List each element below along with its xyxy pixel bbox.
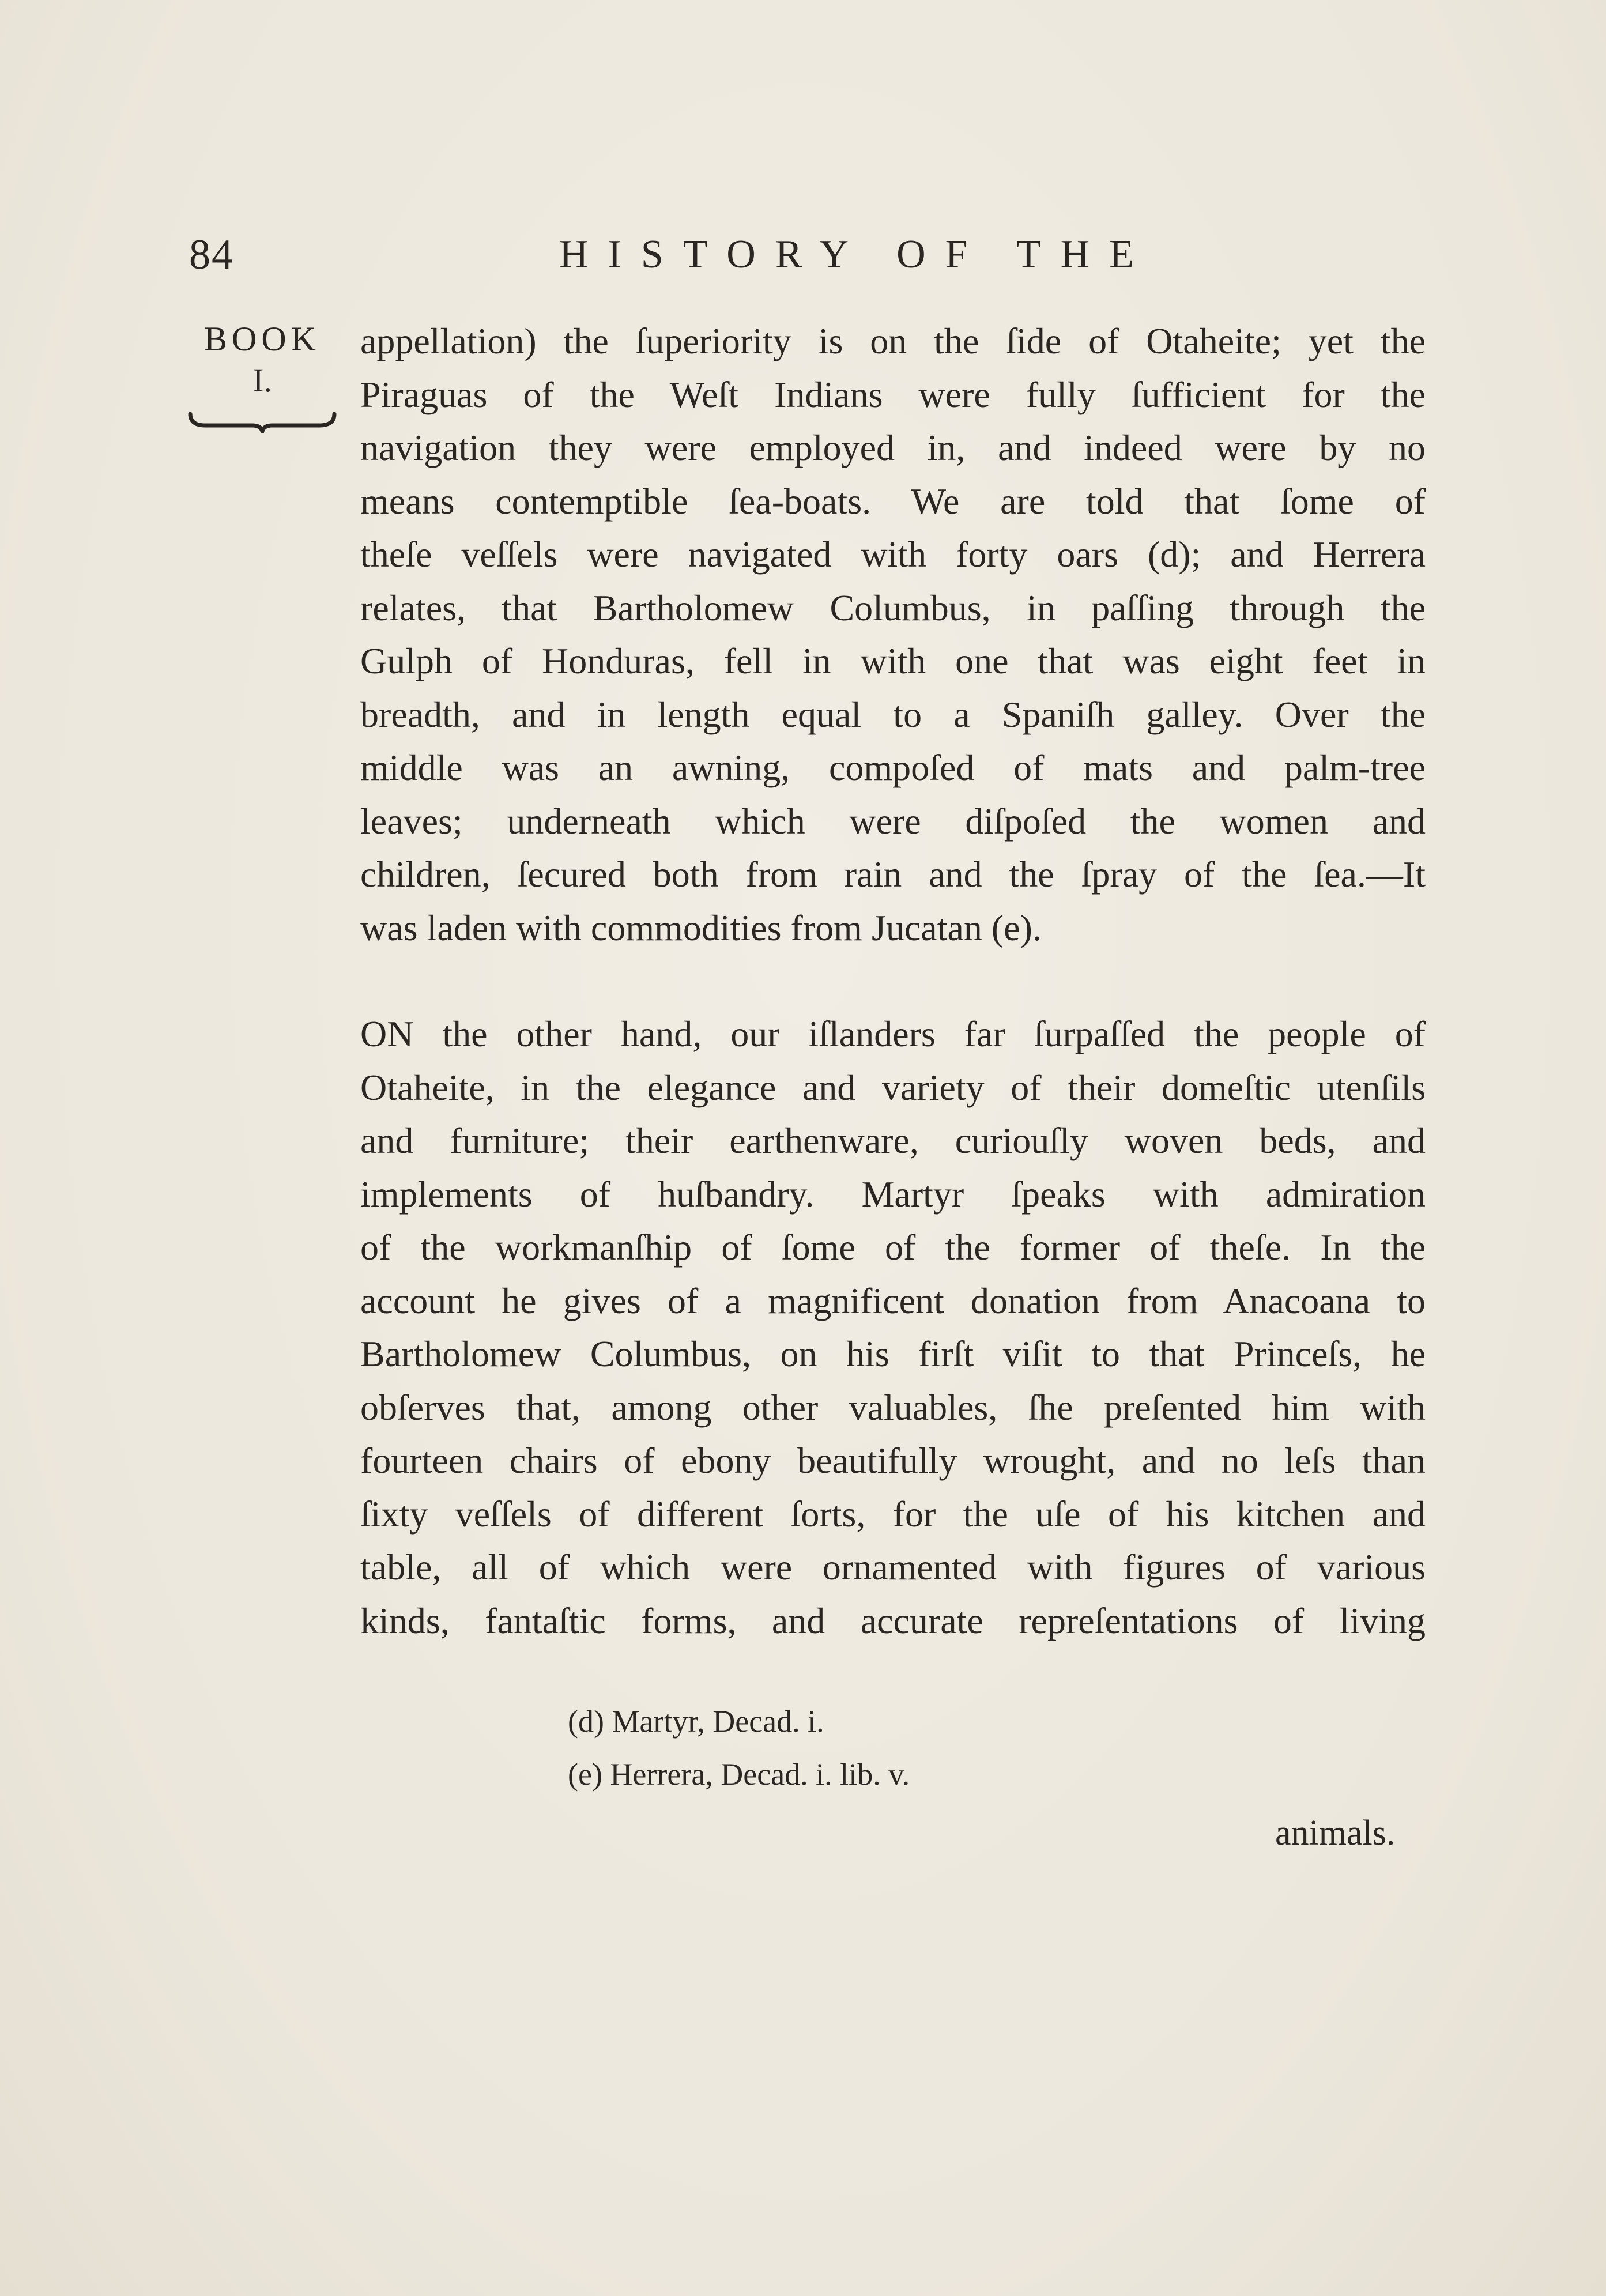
brace-ornament: [188, 410, 337, 433]
text-line: Gulph of Honduras, fell in with one that was eight feet in: [360, 640, 1426, 681]
book-number: I.: [252, 361, 272, 399]
text-line: fourteen chairs of ebony beautifully wrought, and no leſs than: [360, 1440, 1426, 1481]
running-head: HISTORY OF THE: [559, 232, 1153, 277]
text-line: Piraguas of the Weſt Indians were fully ſufficient for the: [360, 374, 1426, 415]
body-text: [360, 315, 1426, 1647]
text-line: theſe veſſels were navigated with forty oars (d); and Herrera: [360, 534, 1426, 575]
text-line: means contemptible ſea-boats. We are told that ſome of: [360, 480, 1426, 522]
footnote-e: (e) Herrera, Decad. i. lib. v.: [568, 1757, 910, 1792]
paragraph-1: [360, 315, 1426, 955]
page-number: 84: [189, 231, 234, 278]
margin-book-label: [190, 316, 334, 399]
book-label: BOOK: [203, 320, 321, 358]
text-line: leaves; underneath which were diſpoſed the women and: [360, 800, 1426, 842]
text-line: middle was an awning, compoſed of mats and palm-tree: [360, 747, 1426, 788]
footnote-d: (d) Martyr, Decad. i.: [568, 1704, 824, 1739]
text-line: Bartholomew Columbus, on his firſt viſit to that Princeſs, he: [360, 1333, 1426, 1374]
catchword: animals.: [1275, 1814, 1396, 1853]
text-line: breadth, and in length equal to a Spaniſh galley. Over the: [360, 693, 1426, 735]
text-line: of the workmanſhip of ſome of the former of theſe. In the: [360, 1227, 1426, 1268]
text-line: account he gives of a magnificent donation from Anacoana to: [360, 1280, 1426, 1321]
paragraph-gap: [360, 955, 1426, 1008]
text-line: kinds, fantaſtic forms, and accurate repreſentations of living: [360, 1600, 1426, 1641]
text-line: appellation) the ſuperiority is on the ſide of Otaheite; yet the: [360, 321, 1426, 361]
text-line: was laden with commodities from Jucatan (e).: [360, 907, 1042, 948]
text-line: relates, that Bartholomew Columbus, in paſſing through the: [360, 587, 1426, 628]
text-line: and furniture; their earthenware, curiouſly woven beds, and: [360, 1120, 1426, 1161]
text-line: navigation they were employed in, and indeed were by no: [360, 427, 1426, 468]
footnotes: [568, 1695, 910, 1801]
text-line: ON the other hand, our iſlanders far ſurpaſſed the people of: [360, 1013, 1426, 1054]
text-line: implements of huſbandry. Martyr ſpeaks with admiration: [360, 1173, 1426, 1215]
text-line: Otaheite, in the elegance and variety of their domeſtic utenſils: [360, 1066, 1426, 1108]
paragraph-2: [360, 1008, 1426, 1647]
text-line: table, all of which were ornamented with figures of various: [360, 1547, 1426, 1588]
text-line: ſixty veſſels of different ſorts, for the uſe of his kitchen and: [360, 1493, 1426, 1535]
text-line: obſerves that, among other valuables, ſhe preſented him with: [360, 1386, 1426, 1428]
text-line: children, ſecured both from rain and the ſpray of the ſea.—It: [360, 854, 1426, 895]
